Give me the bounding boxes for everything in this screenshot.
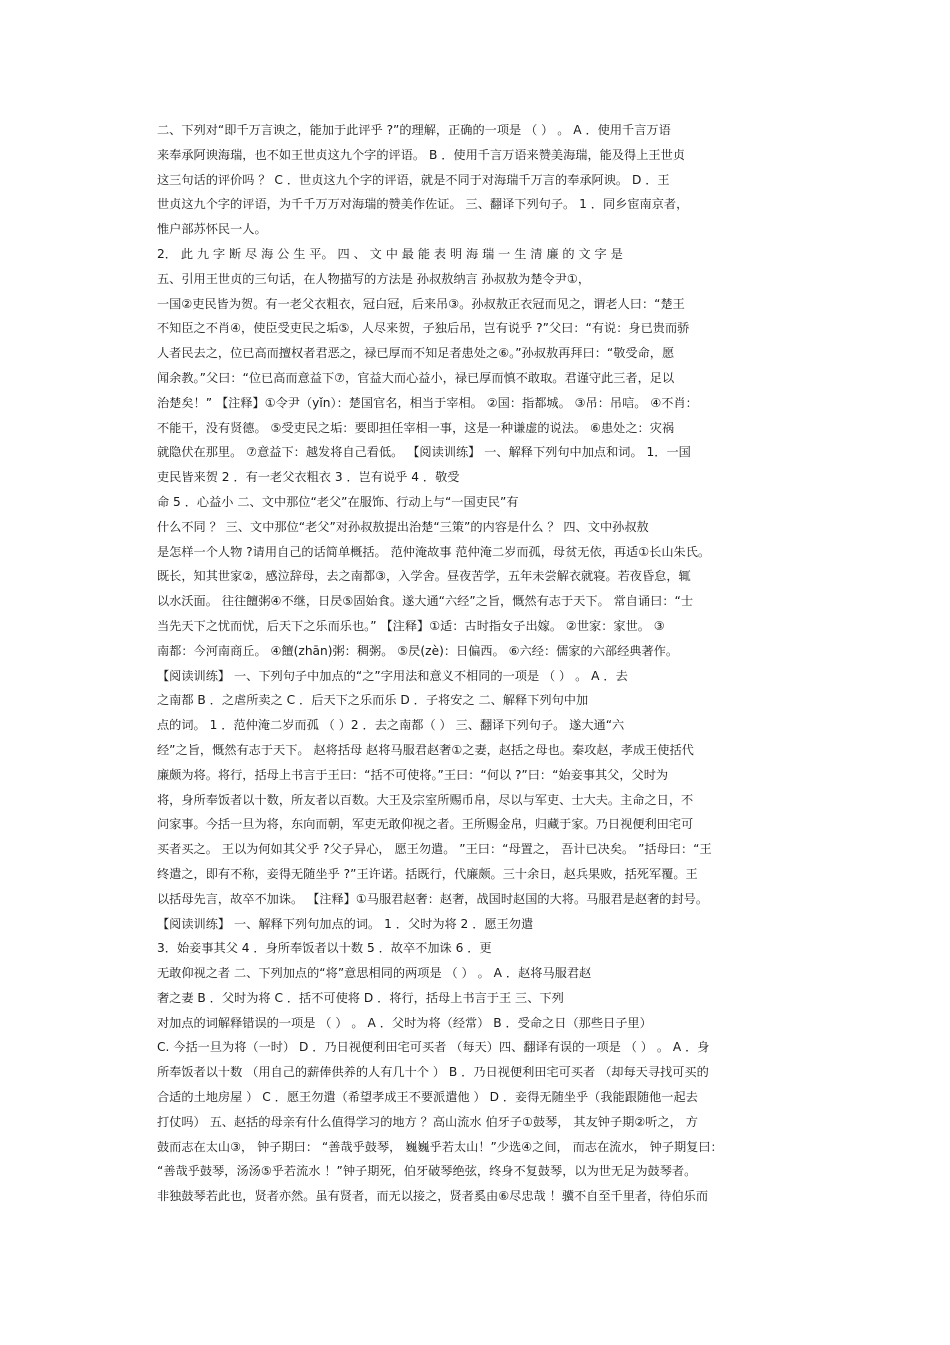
text-line: 闻余教。”父曰：“位已高而意益下⑦，官益大而心益小，禄已厚而慎不敢取。君谨守此三者，足以 <box>157 370 675 385</box>
text-line: 之南都 B ．之虐所卖之 C ．后天下之乐而乐 D ．子将安之 二、解释下列句中加 <box>157 693 589 708</box>
text-line: 不知臣之不肖④，使臣受吏民之垢⑤，人尽来贺，子独后吊，岂有说乎 ?”父曰：“有说：身已贵而骄 <box>157 321 690 336</box>
text-line: 什么不同 ？ 三、文中那位“老父”对孙叔敖提出治楚“三策”的内容是什么 ？ 四、文中孙叔敖 <box>157 519 649 534</box>
text-line: 经”之旨，慨然有志于天下。 赵将括母 赵将马服君赵奢①之妻，赵括之母也。秦攻赵，孝成王使括代 <box>157 742 694 757</box>
text-line: 所奉饭者以十数 （用自己的薪俸供养的人有几十个 ） B ．乃日视便利田宅可买者 （却每天寻找可买的 <box>157 1065 709 1080</box>
text-line: 当先天下之忧而忧，后天下之乐而乐也。” 【注释】①适：古时指女子出嫁。 ②世家：家世。 ③ <box>157 618 665 633</box>
text-line: 奢之妻 B ．父时为将 C ．括不可使将 D ．将行，括母上书言于王 三、下列 <box>157 990 564 1005</box>
text-line: 打仗吗） 五、赵括的母亲有什么值得学习的地方 ？高山流水 伯牙子①鼓琴， 其友钟子期②听之， 方 <box>157 1114 698 1129</box>
text-line: 治楚矣！” 【注释】①令尹（yǐn）：楚国官名，相当于宰相。 ②国：指都城。 ③吊：吊唁。 ④不肖： <box>157 395 698 410</box>
text-line: 将，身所奉饭者以十数，所友者以百数。大王及宗室所赐币帛，尽以与军吏、士大夫。主命之日，不 <box>157 792 694 807</box>
text-line: 非独鼓琴若此也，贤者亦然。虽有贤者，而无以接之，贤者奚由⑥尽忠哉 ！骥不自至千里者，待伯乐而 <box>157 1189 709 1204</box>
text-line: 买者买之。 王以为何如其父乎 ?父子异心， 愿王勿遣。 ”王曰：“母置之， 吾计已决矣。 ”括母曰：“王 <box>157 842 712 857</box>
text-line: 人者民去之，位已高而擅权者君恶之，禄已厚而不知足者患处之⑥。”孙叔敖再拜曰：“敬受命，愿 <box>157 346 675 361</box>
text-line: 对加点的词解释错误的一项是 （ ） 。 A ．父时为将（经常） B ．受命之日（那些日子里） <box>157 1015 652 1030</box>
text-line: 五、引用王世贞的三句话，在人物描写的方法是 孙叔敖纳言 孙叔敖为楚令尹①， <box>157 271 591 286</box>
document-body <box>157 118 799 1209</box>
text-line: 廉颇为将。将行，括母上书言于王曰：“括不可使将。”王曰：“何以 ?”曰：“始妾事其父，父时为 <box>157 767 669 782</box>
text-line: 世贞这九个字的评语，为千千万万对海瑞的赞美作佐证。 三、翻译下列句子。 1 ．同乡宦南京者， <box>157 197 689 212</box>
text-line: 问家事。今括一旦为将，东向而朝，军吏无敢仰视之者。王所赐金帛，归藏于家。乃日视便利田宅可 <box>157 817 694 832</box>
text-line: 合适的土地房屋 ） C ．愿王勿遣（希望孝成王不要派遣他 ） D ．妾得无随坐乎（我能跟随他一起去 <box>157 1090 698 1105</box>
text-line: 惟户部苏怀民一人。 <box>157 222 267 237</box>
text-line: 2． 此 九 字 断 尽 海 公 生 平。 四 、 文 中 最 能 表 明 海 瑞 一 生 清 廉 的 文 字 是 <box>157 246 623 261</box>
text-line: “善哉乎鼓琴，汤汤⑤乎若流水 ！”钟子期死，伯牙破琴绝弦，终身不复鼓琴，以为世无足为鼓琴者。 <box>157 1164 697 1179</box>
text-line: 二、下列对“即千万言谀之，能加于此评乎 ?”的理解，正确的一项是 （ ） 。 A ．使用千言万语 <box>157 123 671 137</box>
text-line: 【阅读训练】 一、解释下列句加点的词。 1 ．父时为将 2 ．愿王勿遣 <box>157 916 534 931</box>
text-line: 这三句话的评价吗 ？ C ．世贞这九个字的评语，就是不同于对海瑞千万言的奉承阿谀。 D ．王 <box>157 172 670 187</box>
text-line: 命 5 ．心益小 二、文中那位“老父”在服饰、行动上与“一国吏民”有 <box>157 494 519 509</box>
text-line: 以括母先言，故卒不加诛。 【注释】①马服君赵奢：赵奢，战国时赵国的大将。马服君是赵奢的封号。 <box>157 891 709 906</box>
text-line: 南都：今河南商丘。 ④饘(zhān)粥：稠粥。 ⑤昃(zè)：日偏西。 ⑥六经：儒家的六部经典著作。 <box>157 643 679 658</box>
text-line: 【阅读训练】 一、下列句子中加点的“之”字用法和意义不相同的一项是 （ ） 。 A ．去 <box>157 668 628 683</box>
text-line: 吏民皆来贺 2 ．有一老父衣粗衣 3 ．岂有说乎 4 ．敬受 <box>157 470 460 485</box>
text-line: 以水沃面。 往往饘粥④不继，日昃⑤固始食。遂大通“六经”之旨，慨然有志于天下。 常自诵曰：“士 <box>157 594 694 609</box>
text-line: 点的词。 1 ．范仲淹二岁而孤 （ ）2 ．去之南都（ ） 三、翻译下列句子。 遂大通“六 <box>157 718 625 733</box>
text-line: 不能干，没有贤德。 ⑤受吏民之垢：要即担任宰相一事，这是一种谦虚的说法。 ⑥患处之：灾祸 <box>157 420 675 435</box>
text-line: 3．始妾事其父 4 ．身所奉饭者以十数 5 ．故卒不加诛 6 ．更 <box>157 941 492 956</box>
text-line: 鼓而志在太山③， 钟子期曰： “善哉乎鼓琴， 巍巍乎若太山！”少选④之间， 而志在流水， 钟子期复曰： <box>157 1139 723 1154</box>
text-line: 来奉承阿谀海瑞，也不如王世贞这九个字的评语。 B ．使用千言万语来赞美海瑞，能及得上王世贞 <box>157 147 685 162</box>
text-line: 无敢仰视之者 二、下列加点的“将”意思相同的两项是 （ ） 。 A ．赵将马服君赵 <box>157 966 592 981</box>
text-line: 一国②吏民皆为贺。有一老父衣粗衣，冠白冠，后来吊③。孙叔敖正衣冠而见之，谓老人曰：“楚王 <box>157 296 685 311</box>
text-line: 终遣之，即有不称，妾得无随坐乎 ?”王许诺。括既行，代廉颇。三十余日，赵兵果败，括死军覆。王 <box>157 866 698 881</box>
text-line: C. 今括一旦为将（一时） D ．乃日视便利田宅可买者 （每天）四、翻译有误的一项是 （ ） 。 A ．身 <box>157 1040 710 1055</box>
text-line: 是怎样一个人物 ?请用自己的话简单概括。 范仲淹故事 范仲淹二岁而孤，母贫无依，再适①长山朱氏。 <box>157 544 711 559</box>
text-line: 就隐伏在那里。 ⑦意益下：越发将自己看低。 【阅读训练】 一、解释下列句中加点和词。 1．一国 <box>157 445 691 460</box>
text-line: 既长，知其世家②，感泣辞母，去之南都③，入学舍。昼夜苦学，五年未尝解衣就寝。若夜昏怠，辄 <box>157 569 691 584</box>
